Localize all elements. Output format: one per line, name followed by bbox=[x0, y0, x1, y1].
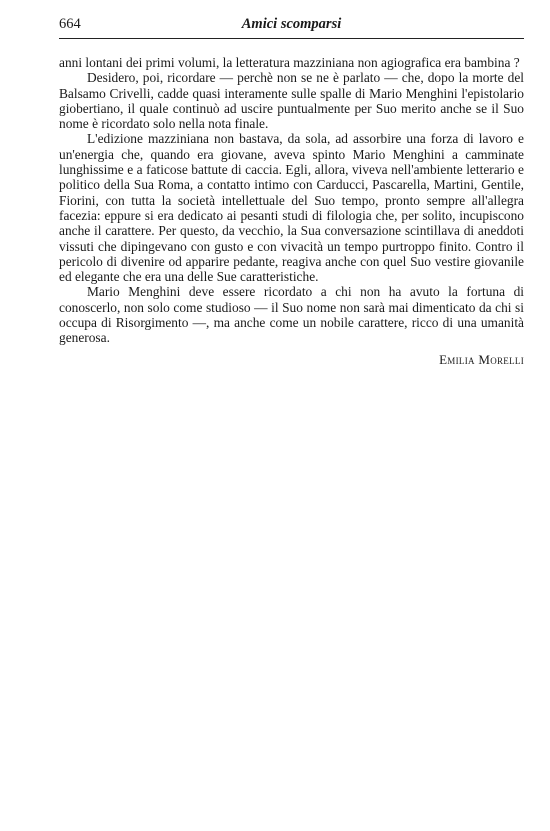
paragraph-1: anni lontani dei primi volumi, la letteratura mazziniana non agiografica era bambina ? bbox=[59, 55, 520, 70]
paragraph-3: L'edizione mazziniana non bastava, da sola, ad assorbire una forza di lavoro e un'energia che, quando era giovane, aveva spinto Mario Menghini a camminate lunghissime e a faticose battute di caccia. Egli, allora, viveva nell'ambiente letterario e politico della Sua Roma, a contatto intimo con Carducci, Pascarella, Martini, Gentile, Fiorini, con tutta la società intellettuale del Suo tempo, pronto sempre all'allegra facezia: eppure si era dedicato ai pesanti studi di filologia che, per solito, incupiscono anche il carattere. Per questo, da vecchio, la Sua conversazione scintillava di aneddoti vissuti che dipingevano con gusto e con vivacità un tempo purtroppo finito. Contro il pericolo di divenire od apparire pedante, reagiva anche con quel Suo vestire giovanile ed elegante che era una delle Sue caratteristiche. bbox=[59, 131, 524, 285]
paragraph-4: Mario Menghini deve essere ricordato a chi non ha avuto la fortuna di conoscerlo, non solo come studioso — il Suo nome non sarà mai dimenticato da chi si occupa di Risorgimento —, ma anche come un nobile carattere, ricco di una umanità generosa. bbox=[59, 284, 524, 346]
article-body bbox=[59, 55, 524, 346]
page-number: 664 bbox=[59, 16, 81, 32]
paragraph-2: Desidero, poi, ricordare — perchè non se ne è parlato — che, dopo la morte del Balsamo Crivelli, cadde quasi interamente sulle spalle di Mario Menghini l'epistolario giobertiano, il quale continuò ad uscire puntualmente per Suo merito anche se il Suo nome è ricordato solo nella nota finale. bbox=[59, 70, 524, 132]
running-title: Amici scomparsi bbox=[241, 16, 342, 32]
document-page bbox=[59, 16, 524, 368]
author-signature: Emilia Morelli bbox=[439, 351, 524, 367]
running-header bbox=[59, 16, 524, 36]
header-rule bbox=[59, 38, 524, 39]
